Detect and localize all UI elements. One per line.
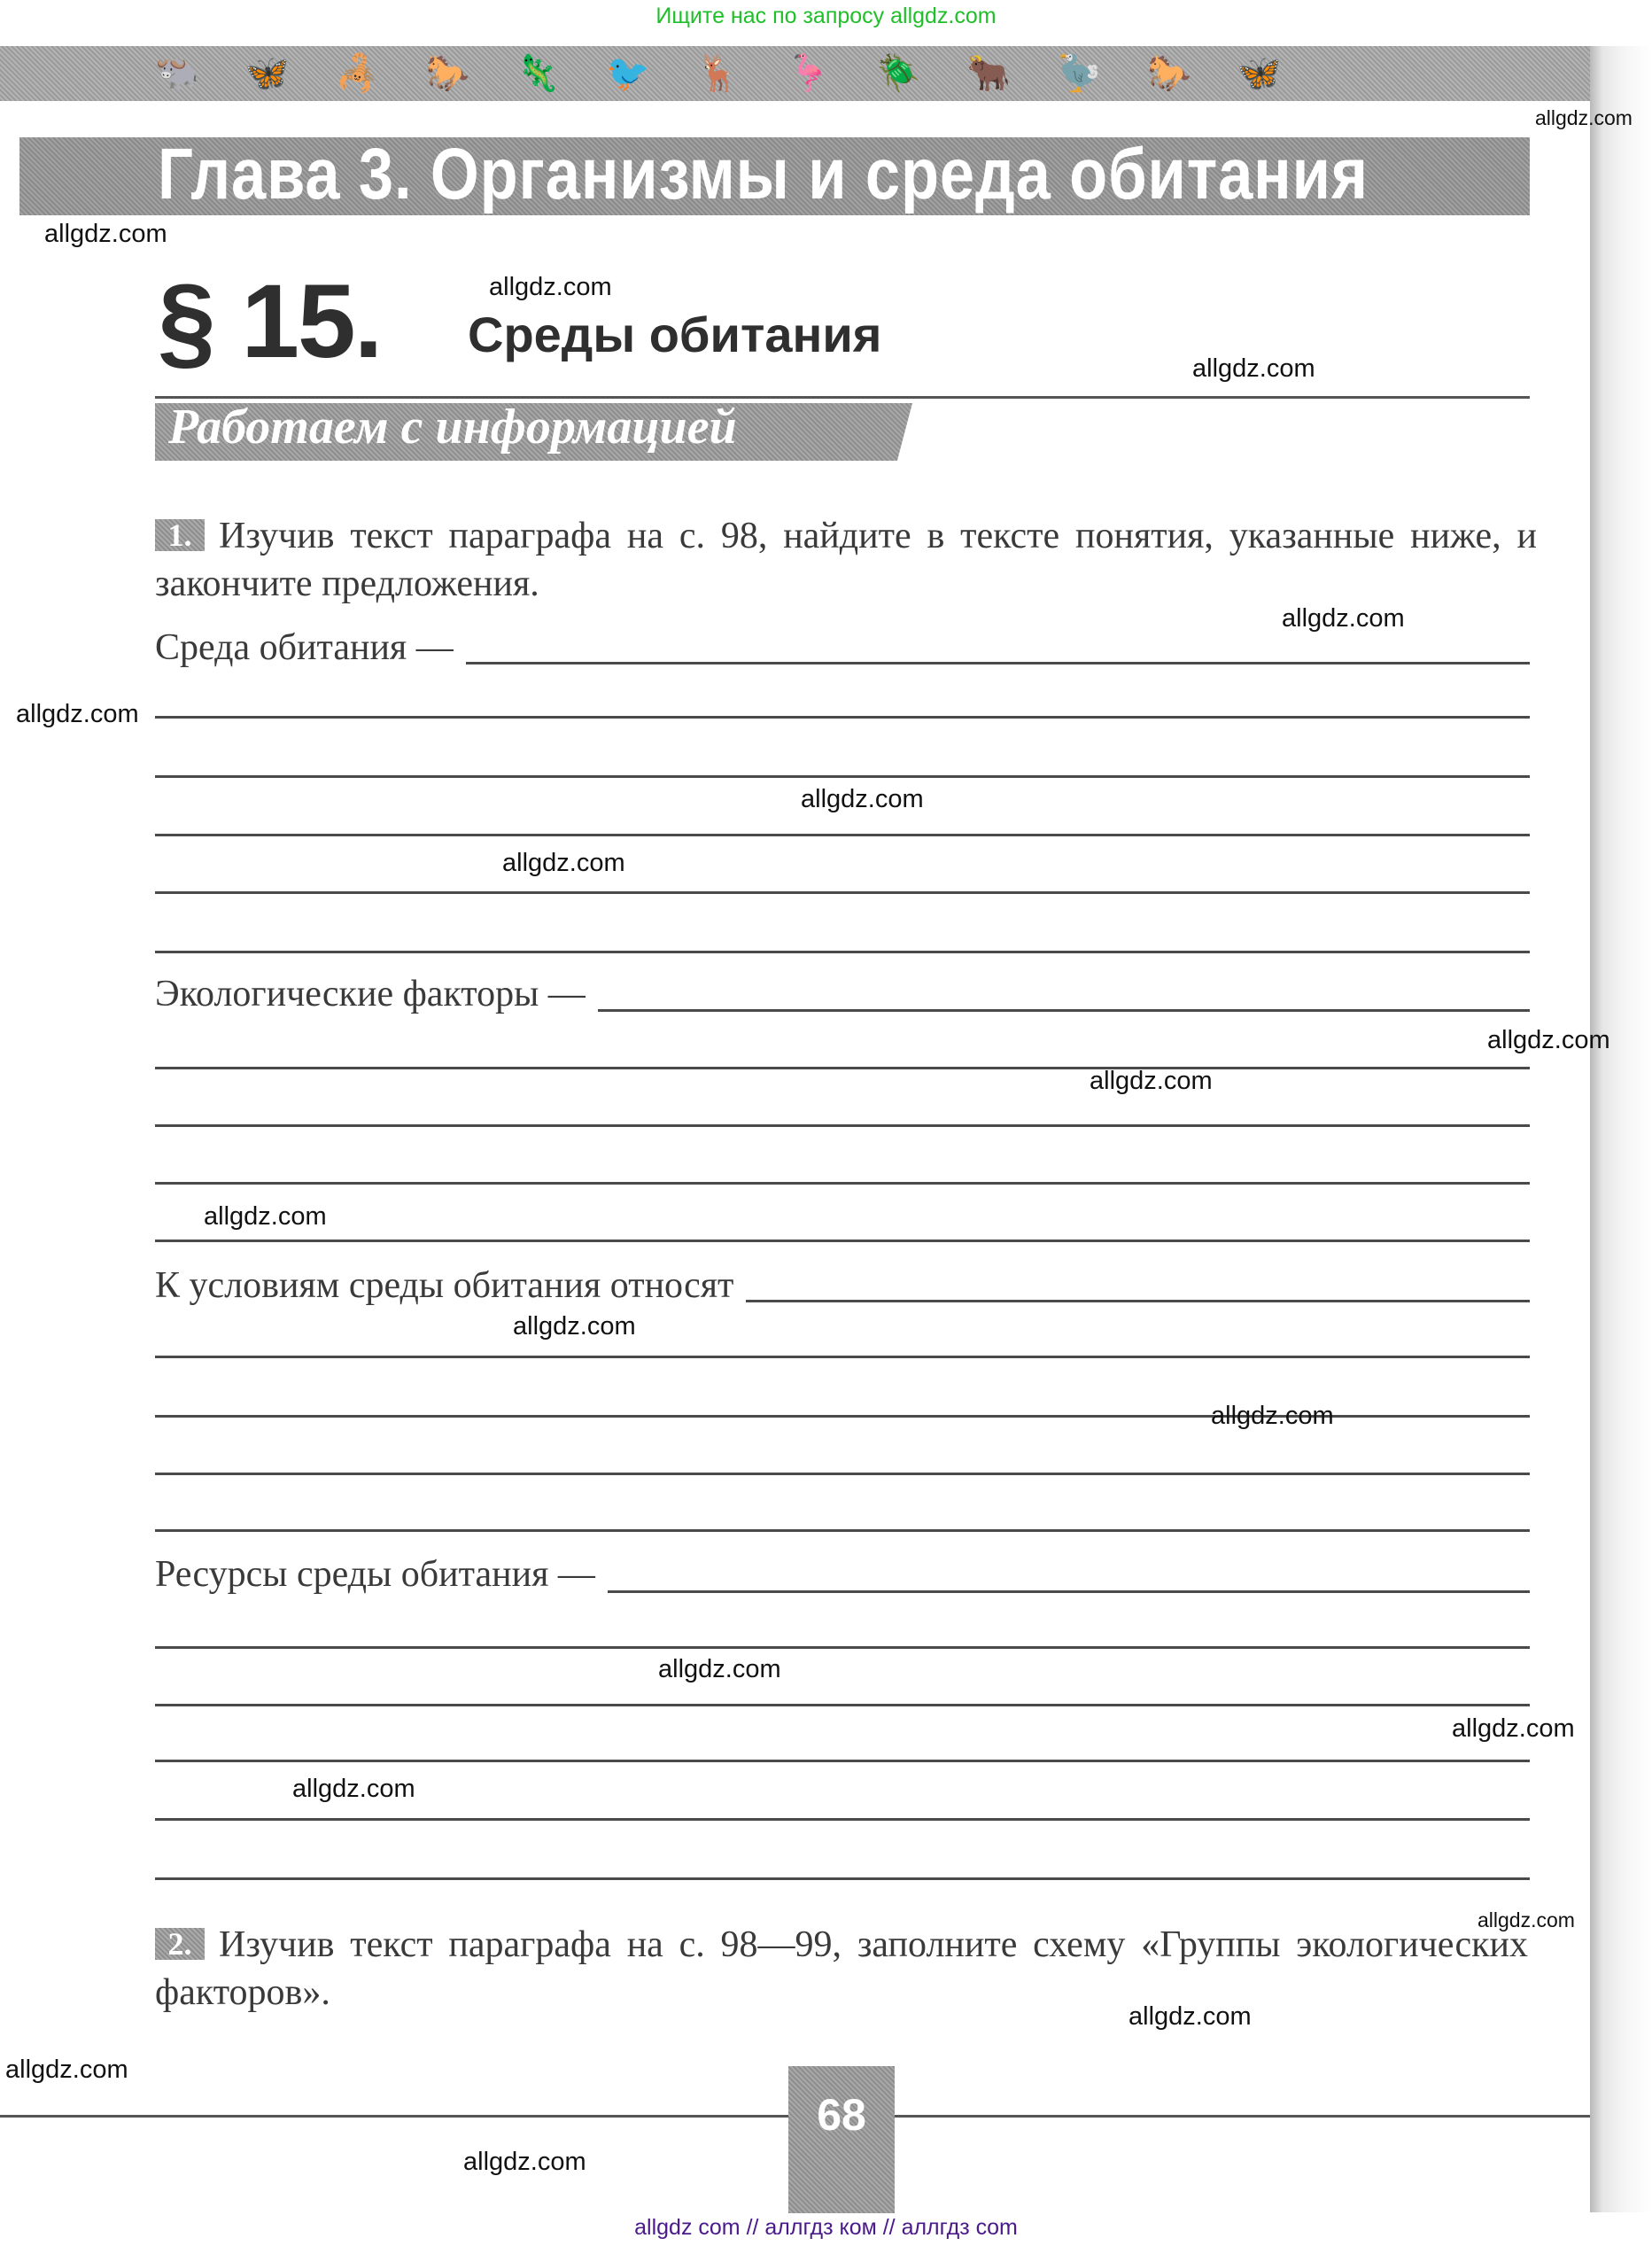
page-fold-shadow [1590, 46, 1652, 2212]
answer-line[interactable] [155, 951, 1530, 953]
horse-running-icon: 🐎 [1146, 53, 1191, 93]
task-2-instruction [155, 1921, 1528, 2017]
answer-line[interactable] [155, 1704, 1530, 1706]
lizard-icon: 🦎 [516, 53, 561, 93]
bull-icon: 🐂 [966, 53, 1012, 93]
watermark: allgdz.com [1211, 1402, 1334, 1430]
chapter-title: Глава 3. Организмы и среда обитания [158, 134, 1369, 214]
watermark: allgdz.com [16, 700, 139, 728]
watermark: allgdz.com [489, 273, 612, 301]
answer-line[interactable] [155, 1124, 1530, 1127]
answer-line[interactable] [155, 1818, 1530, 1821]
task-number-badge: 2. [155, 1928, 205, 1960]
field-label-habitat-conditions: К условиям среды обитания относят [155, 1264, 746, 1307]
moose-icon: 🦌 [695, 53, 741, 93]
answer-line[interactable] [155, 1473, 1530, 1475]
heron-icon: 🦩 [786, 53, 831, 93]
answer-line[interactable] [155, 1182, 1530, 1185]
butterfly-icon: 🦋 [244, 53, 290, 93]
watermark: allgdz.com [1535, 106, 1633, 129]
bison-icon: 🐃 [155, 53, 199, 93]
animal-decoration-band [0, 46, 1594, 101]
watermark: allgdz.com [801, 785, 924, 813]
task-2-text: Изучив текст параграфа на с. 98—99, заполните схему «Группы экологических факторов». [155, 1924, 1528, 2013]
watermark: allgdz.com [1192, 354, 1315, 383]
page-number: 68 [817, 2090, 866, 2140]
insect-icon: 🪲 [876, 53, 921, 93]
watermark: allgdz.com [1090, 1067, 1213, 1095]
field-label-habitat: Среда обитания — [155, 626, 466, 669]
watermark: allgdz.com [463, 2148, 586, 2176]
paragraph-title: Среды обитания [468, 307, 882, 362]
answer-line[interactable] [155, 716, 1530, 719]
watermark: allgdz.com [44, 220, 167, 248]
task-number-badge: 1. [155, 519, 205, 551]
watermark: allgdz.com [502, 849, 625, 877]
answer-line[interactable] [155, 1356, 1530, 1358]
field-label-habitat-resources: Ресурсы среды обитания — [155, 1553, 608, 1596]
answer-line[interactable] [155, 834, 1530, 836]
watermark: allgdz.com [1477, 1908, 1575, 1931]
answer-line[interactable] [155, 1240, 1530, 1242]
answer-line[interactable] [155, 891, 1530, 894]
scorpion-icon: 🦂 [335, 53, 380, 93]
top-banner[interactable]: Ищите нас по запросу allgdz.com [655, 4, 997, 28]
horse-icon: 🐎 [425, 53, 470, 93]
answer-line[interactable] [155, 775, 1530, 778]
field-label-ecological-factors: Экологические факторы — [155, 973, 598, 1015]
answer-line[interactable] [155, 1877, 1530, 1880]
watermark: allgdz.com [1452, 1714, 1575, 1743]
watermark: allgdz.com [1282, 604, 1405, 633]
watermark: allgdz.com [292, 1775, 415, 1803]
footer-links[interactable]: allgdz com // аллгдз ком // аллгдз com [634, 2215, 1018, 2240]
watermark: allgdz.com [1128, 2002, 1252, 2031]
ostrich-icon: 🦤 [1057, 53, 1101, 93]
watermark: allgdz.com [513, 1312, 636, 1341]
watermark: allgdz.com [5, 2056, 128, 2084]
watermark: allgdz.com [204, 1202, 327, 1231]
answer-line[interactable] [155, 1529, 1530, 1532]
watermark: allgdz.com [1487, 1026, 1610, 1054]
task-1-instruction [155, 512, 1537, 608]
watermark: allgdz.com [658, 1655, 781, 1683]
answer-line[interactable] [155, 1760, 1530, 1762]
section-title: Работаем с информацией [168, 400, 737, 455]
paragraph-number: § 15. [158, 263, 382, 380]
butterfly-icon: 🦋 [1237, 53, 1282, 93]
animal-icons-row [155, 51, 1282, 96]
bird-icon: 🐦 [606, 53, 650, 93]
task-1-text: Изучив текст параграфа на с. 98, найдите в тексте понятия, указанные ниже, и закончите предложения. [155, 516, 1537, 604]
answer-line[interactable] [155, 1646, 1530, 1649]
answer-line[interactable] [155, 1067, 1530, 1069]
